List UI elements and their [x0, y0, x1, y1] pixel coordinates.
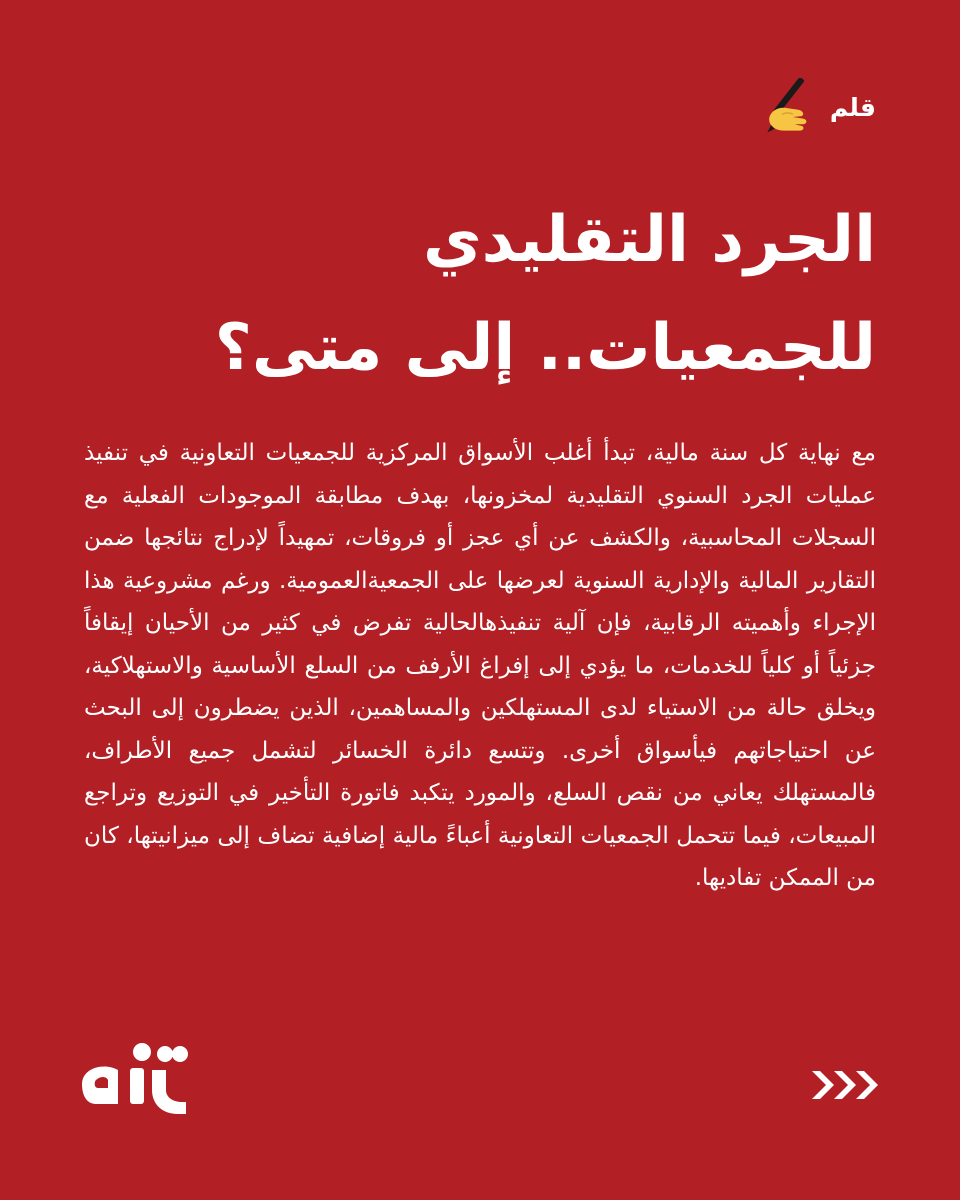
eyn-logo — [78, 1040, 190, 1116]
headline-line-2: للجمعيات.. إلى متى؟ — [214, 311, 876, 385]
body-paragraph: مع نهاية كل سنة مالية، تبدأ أغلب الأسواق المركزية للجمعيات التعاونية في تنفيذ عمليات الجرد السنوي التقليدية لمخزونها، بهدف مطابقة الموجودات الفعلية مع السجلات المحاسبية، والكشف عن أي عجز أو فروقات، تمهيداً لإدراج نتائجها ضمن التقارير المالية والإدارية السنوية لعرضها على الجمعيةالعمومية. ورغم مشروعية هذا الإجراء وأهميته الرقابية، فإن آلية تنفيذهالحالية تفرض في كثير من الأحيان إيقافاً جزئياً أو كلياً للخدمات، ما يؤدي إلى إفراغ الأرفف من السلع الأساسية والاستهلاكية، ويخلق حالة من الاستياء لدى المستهلكين والمساهمين، الذين يضطرون إلى البحث عن احتياجاتهم فيأسواق أخرى. وتتسع دائرة الخسائر لتشمل جميع الأطراف، فالمستهلك يعاني من نقص السلع، والمورد يتكبد فاتورة التأخير في التوزيع وتراجع المبيعات، فيما تتحمل الجمعيات التعاونية أعباءً مالية إضافية تضاف إلى ميزانيتها، كان من الممكن تفاديها. — [84, 440, 876, 891]
brand-header — [762, 78, 876, 136]
writing-hand-icon — [762, 78, 820, 136]
headline — [76, 186, 876, 402]
brand-label: قلم — [829, 92, 876, 122]
headline-line-1: الجرد التقليدي — [422, 203, 876, 277]
triple-chevron-right-icon[interactable] — [810, 1068, 882, 1102]
